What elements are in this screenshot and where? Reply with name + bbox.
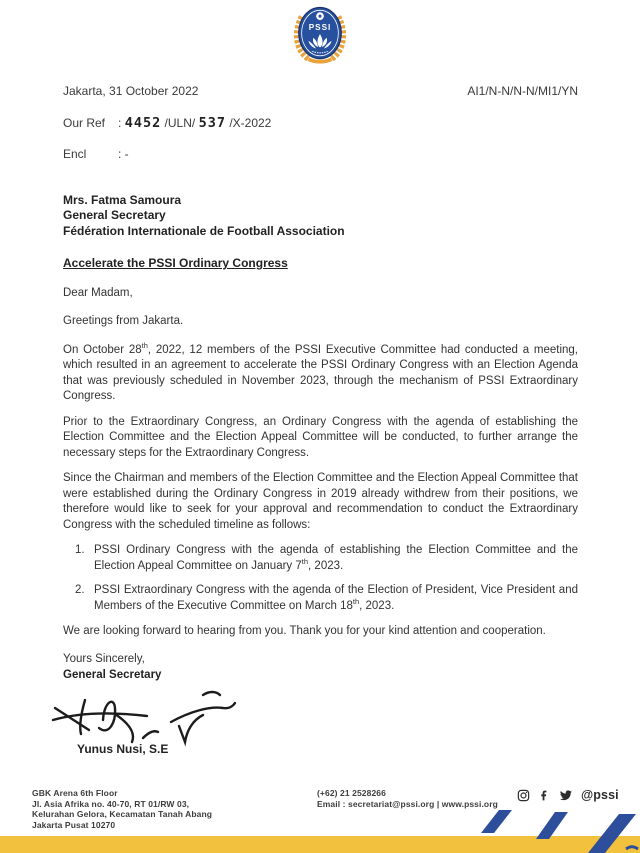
recipient-title: General Secretary xyxy=(63,208,166,222)
facebook-icon xyxy=(538,789,551,802)
paragraph-2: Prior to the Extraordinary Congress, an Ordinary Congress with the agenda of establishing the Election Committee and the Election Appeal Committee will be conducted, to further arrange the necessary steps for the Extraordinary Congress. xyxy=(63,415,578,459)
meta-row xyxy=(63,84,578,100)
encl-line xyxy=(63,147,578,163)
encl-label: Encl xyxy=(63,147,87,161)
greeting-line: Greetings from Jakarta. xyxy=(63,315,184,327)
our-ref-line xyxy=(63,116,578,132)
instagram-icon xyxy=(517,789,530,802)
signature-handwriting xyxy=(51,686,261,748)
signoff-valediction: Yours Sincerely, xyxy=(63,652,145,665)
address-line: GBK Arena 6th Floor xyxy=(32,788,118,798)
paragraph-1 xyxy=(63,340,579,405)
list-item-2-text: PSSI Extraordinary Congress with the agenda of the Election of President, Vice President and Members of the Executive Committee on March 18 xyxy=(94,584,578,612)
address-line: Jl. Asia Afrika no. 40-70, RT 01/RW 03, xyxy=(32,798,190,809)
salutation: Dear Madam, xyxy=(63,286,133,299)
encl-value: : - xyxy=(118,147,129,161)
footer-social xyxy=(517,788,619,802)
our-ref-mid: /ULN/ xyxy=(164,115,196,130)
our-ref-number2-handwritten: 537 xyxy=(198,114,226,131)
our-ref-colon: : xyxy=(118,115,122,130)
date-line: Jakarta, 31 October 2022 xyxy=(63,84,199,98)
timeline-list xyxy=(75,543,578,614)
twitter-icon xyxy=(559,789,573,802)
list-item-text xyxy=(94,583,578,614)
signer-name: Yunus Nusi, S.E xyxy=(77,741,169,756)
reference-code: AI1/N-N/N-N/MI1/YN xyxy=(467,84,578,98)
list-item xyxy=(75,543,578,574)
paragraph-1-text: On October 28 xyxy=(63,343,142,356)
paragraph-1-text-cont: , 2022, 12 members of the PSSI Executive Committee had conducted a meeting, which resulted in an agreement to accelerate the PSSI Ordinary Congress with an Election Agenda that was previously scheduled in November 2023, through the mechanism of PSSI Extraordinary Congress. xyxy=(63,343,579,402)
letter-body xyxy=(63,84,578,757)
svg-text:PSSI: PSSI xyxy=(308,23,332,33)
address-line: Kelurahan Gelora, Kecamatan Tanah Abang xyxy=(32,809,213,819)
our-ref-label: Our Ref xyxy=(63,115,106,130)
list-item-2-text-cont: , 2023. xyxy=(359,599,395,612)
ordinal-superscript: th xyxy=(301,556,309,566)
footer-phone: (+62) 21 2528266 xyxy=(317,788,386,798)
pssi-logo xyxy=(291,4,349,69)
list-item-text xyxy=(94,543,578,574)
our-ref-number-handwritten: 4452 xyxy=(124,114,162,131)
bottom-accent-band xyxy=(0,805,640,853)
our-ref-suffix: /X-2022 xyxy=(229,115,272,130)
footer-email: Email : secretariat@pssi.org | www.pssi.org xyxy=(317,798,498,809)
address-line: Jakarta Pusat 10270 xyxy=(32,819,116,830)
ordinal-superscript: th xyxy=(141,340,148,350)
subject-line: Accelerate the PSSI Ordinary Congress xyxy=(63,256,288,270)
recipient-block xyxy=(63,193,578,240)
recipient-org: Fédération Internationale de Football Association xyxy=(63,223,345,238)
paragraph-3: Since the Chairman and members of the Election Committee and the Election Appeal Committee that were established during the Ordinary Congress in 2019 already withdrew from their positions, we therefore would like to seek for your approval and recommendation to conduct the Extraordinary Congress with the scheduled timeline as follows: xyxy=(63,472,578,531)
list-item xyxy=(75,583,578,614)
recipient-name: Mrs. Fatma Samoura xyxy=(63,192,182,207)
pssi-emblem-icon xyxy=(291,4,349,64)
ordinal-superscript: th xyxy=(352,596,360,606)
social-handle: @pssi xyxy=(581,788,619,803)
list-item-number: 1. xyxy=(75,544,85,556)
list-item-1-text: PSSI Ordinary Congress with the agenda of establishing the Election Committee and the Election Appeal Committee on January 7 xyxy=(94,544,578,572)
closing-line: We are looking forward to hearing from you. Thank you for your kind attention and cooperation. xyxy=(63,625,546,637)
list-item-number: 2. xyxy=(75,584,85,596)
signoff-title: General Secretary xyxy=(63,669,162,681)
list-item-1-text-cont: , 2023. xyxy=(308,559,344,572)
